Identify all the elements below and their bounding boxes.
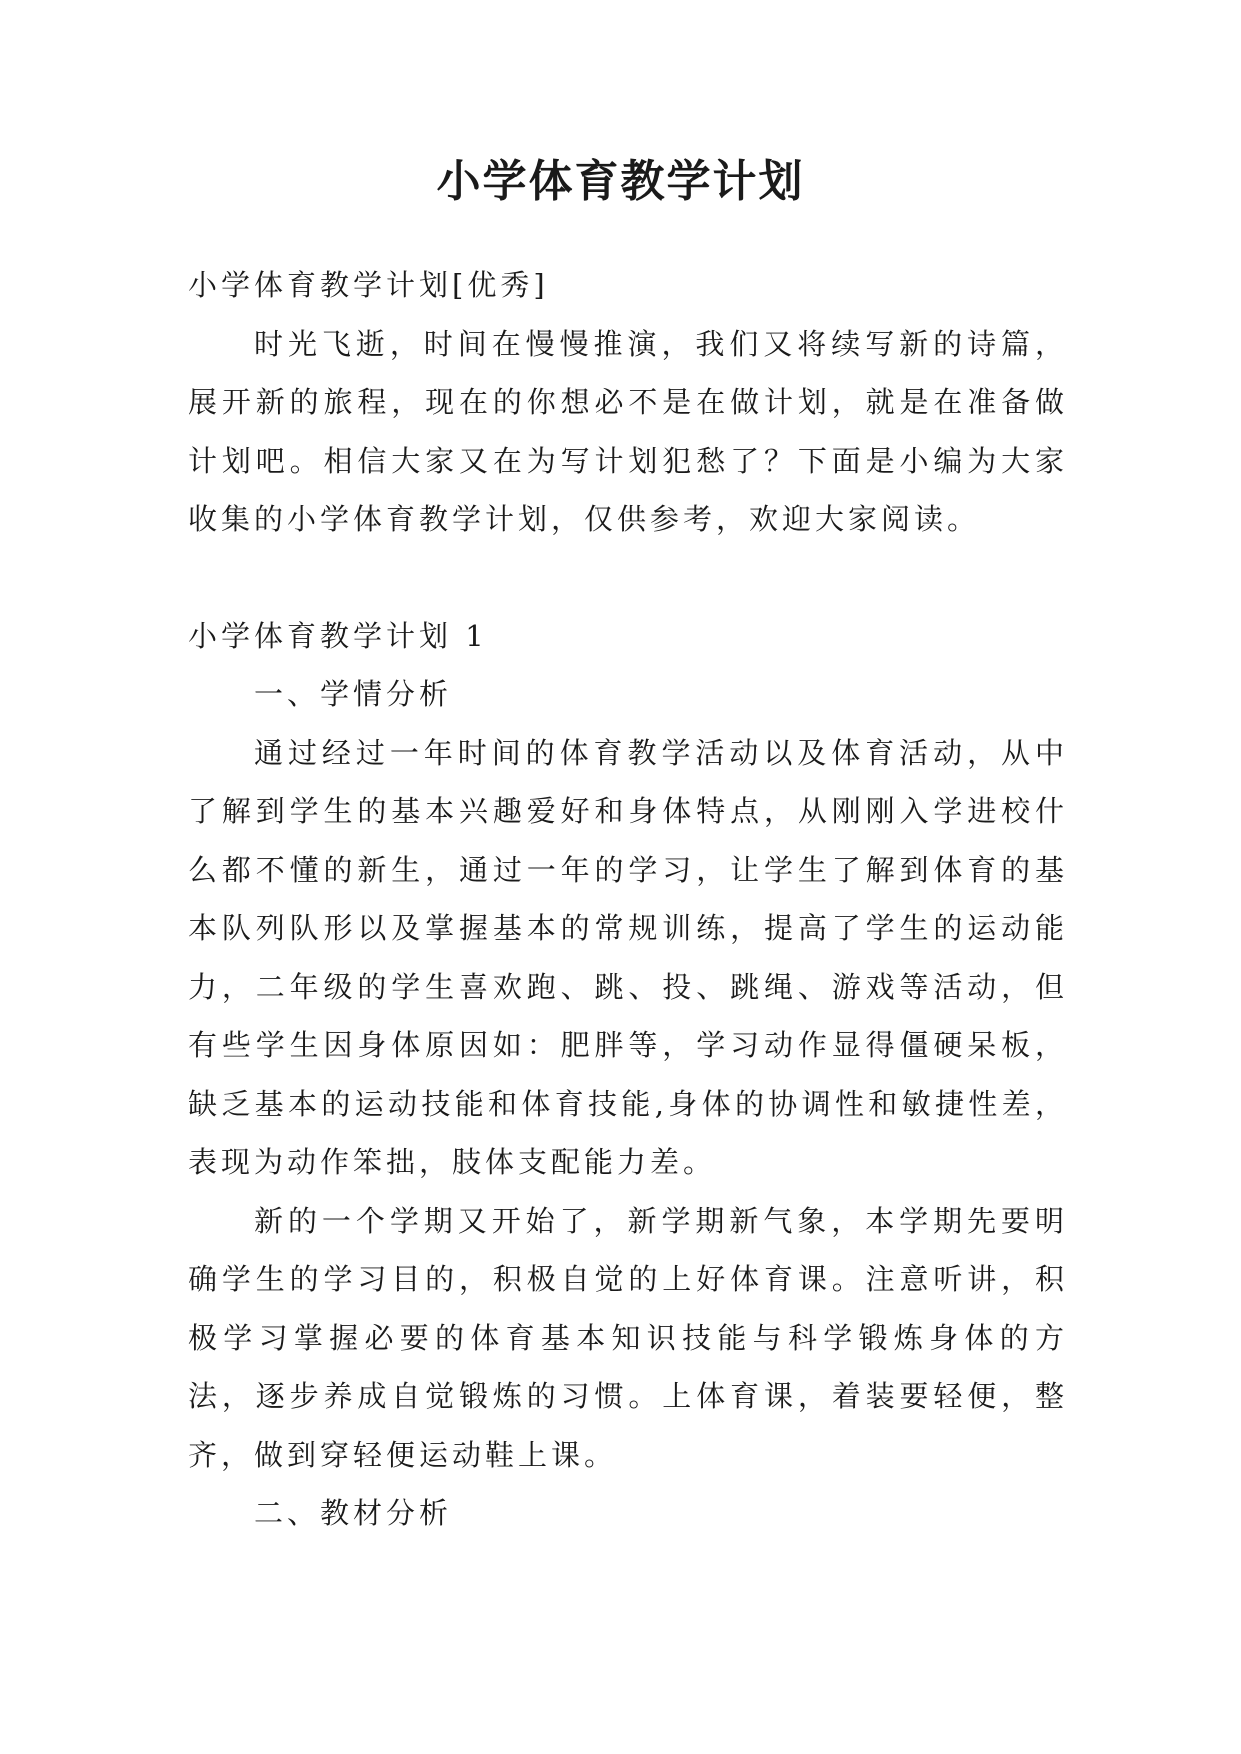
body-paragraph-student-analysis: 通过经过一年时间的体育教学活动以及体育活动，从中了解到学生的基本兴趣爱好和身体特点，从刚刚入学进校什么都不懂的新生，通过一年的学习，让学生了解到体育的基本队列队形以及掌握基本的常规训练，提高了学生的运动能力，二年级的学生喜欢跑、跳、投、跳绳、游戏等活动，但有些学生因身体原因如：肥胖等，学习动作显得僵硬呆板，缺乏基本的运动技能和体育技能,身体的协调性和敏捷性差，表现为动作笨拙，肢体支配能力差。 bbox=[188, 735, 1068, 1179]
section-heading-plan-1: 小学体育教学计划 1 bbox=[188, 618, 488, 653]
paragraph-spacer bbox=[188, 549, 1068, 607]
subtitle-line: 小学体育教学计划[优秀] bbox=[188, 268, 549, 302]
intro-paragraph: 时光飞逝，时间在慢慢推演，我们又将续写新的诗篇，展开新的旅程，现在的你想必不是在做计划，就是在准备做计划吧。相信大家又在为写计划犯愁了？下面是小编为大家收集的小学体育教学计划，仅供参考，欢迎大家阅读。 bbox=[188, 326, 1068, 536]
document-body bbox=[188, 256, 1068, 1543]
section-heading-material-analysis: 二、教材分析 bbox=[254, 1496, 453, 1530]
body-paragraph-new-semester: 新的一个学期又开始了，新学期新气象，本学期先要明确学生的学习目的，积极自觉的上好体育课。注意听讲，积极学习掌握必要的体育基本知识技能与科学锻炼身体的方法，逐步养成自觉锻炼的习惯。上体育课，着装要轻便，整齐，做到穿轻便运动鞋上课。 bbox=[188, 1203, 1068, 1472]
section-heading-student-analysis: 一、学情分析 bbox=[254, 677, 453, 711]
document-title: 小学体育教学计划 bbox=[436, 156, 805, 207]
